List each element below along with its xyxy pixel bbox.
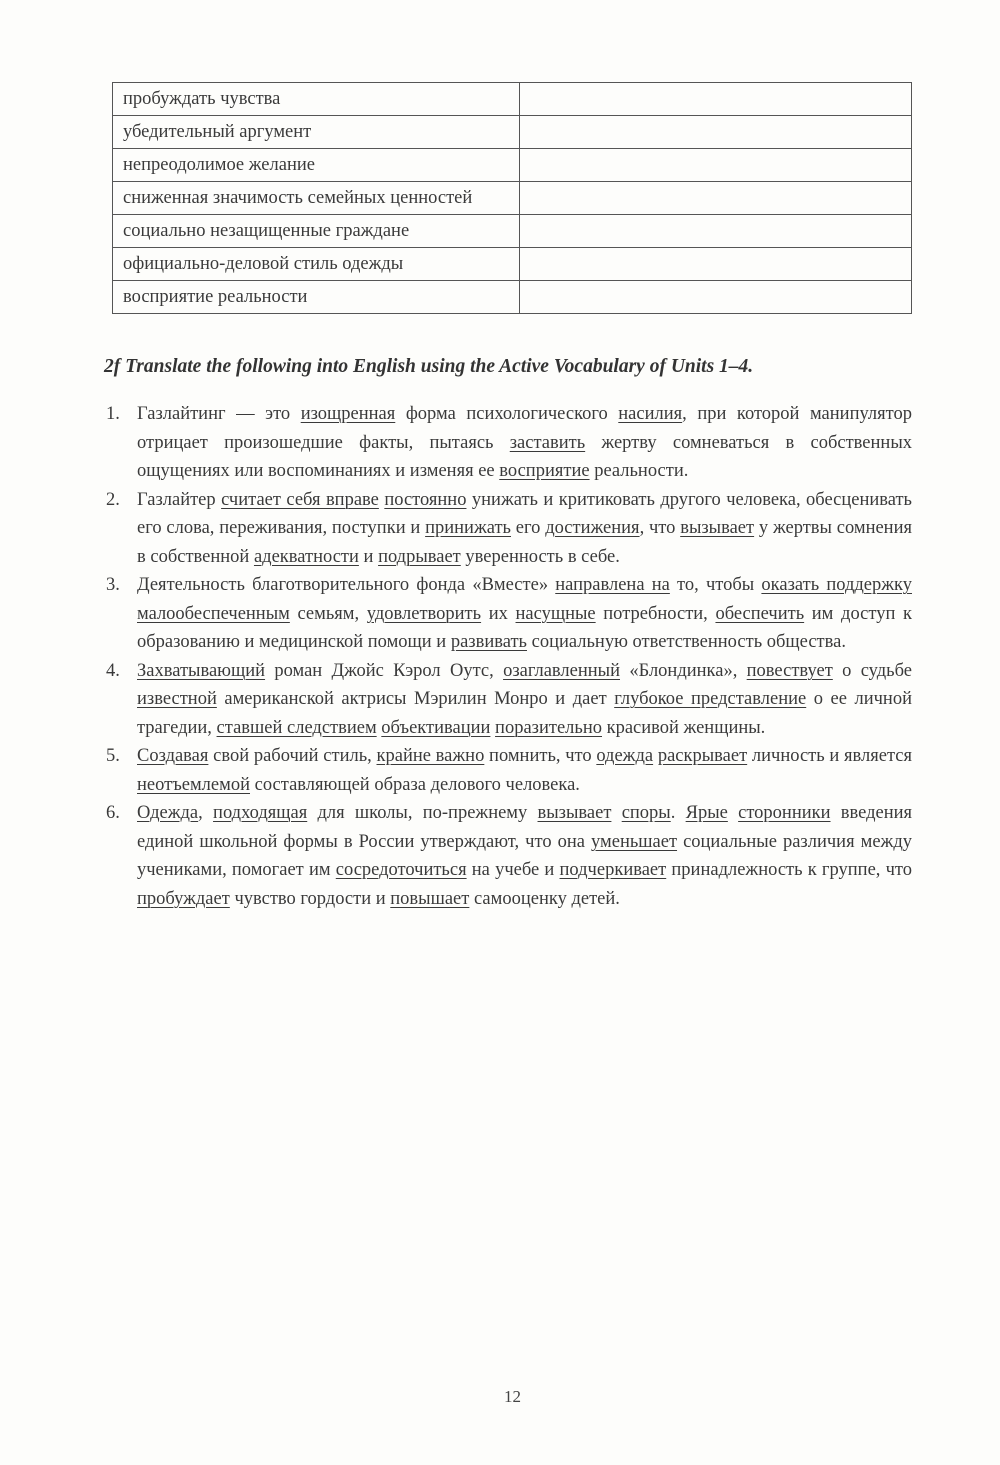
sentence-text: роман Джойс Кэрол Оутс, [265, 660, 504, 681]
sentence-text: у жертвы сомнения в собственной [137, 518, 912, 567]
vocab-row [113, 248, 912, 281]
sentence-text: , [198, 803, 214, 823]
sentence-text: «Блондинка», [620, 660, 747, 681]
sentence-text: , при которой манипулятор отрицает произошедшие факты, пытаясь [137, 404, 912, 453]
sentence-text: самооценку детей. [469, 888, 620, 909]
sentence-text: Газлайтинг — это [137, 404, 301, 424]
vocabulary-term: известной [137, 689, 217, 709]
vocabulary-term: оказать поддержку [761, 575, 912, 595]
vocab-english-answer-cell[interactable] [519, 83, 911, 116]
vocabulary-term: уменьшает [591, 831, 678, 852]
vocab-row [113, 116, 912, 149]
vocab-row [113, 83, 912, 116]
vocabulary-term: удовлетворить [366, 603, 482, 624]
sentence-text: социальные различия между учениками, помогает им [137, 831, 912, 880]
vocab-english-answer-cell[interactable] [519, 281, 911, 314]
vocabulary-term: Создавая [137, 746, 209, 766]
vocab-row [113, 182, 912, 215]
sentence-text: потребности, [595, 603, 716, 624]
vocab-russian-phrase: сниженная значимость семейных ценностей [113, 182, 520, 215]
vocab-english-answer-cell[interactable] [519, 149, 911, 182]
vocab-row [113, 149, 912, 182]
item-number: 6. [106, 803, 120, 823]
vocabulary-term: поразительно [495, 717, 602, 738]
translation-item [100, 571, 912, 657]
translation-item [100, 742, 912, 799]
vocabulary-term: вызывает [680, 518, 755, 538]
page-number: 12 [504, 1387, 521, 1406]
vocabulary-term: озаглавленный [503, 660, 620, 681]
sentence-text: социальную ответственность общества. [526, 632, 846, 652]
vocabulary-term: неотъемлемой [137, 774, 250, 795]
sentence-text: семьям, [289, 603, 367, 624]
exercise-heading: 2f Translate the following into English using the Active Vocabulary of Units 1–4. [104, 356, 754, 377]
vocab-russian-phrase: восприятие реальности [113, 281, 520, 314]
sentence-text: жертву сомневаться в собственных ощущениях или воспоминаниях и изменяя ее [137, 432, 912, 481]
sentence-text: то, чтобы [669, 575, 762, 595]
vocabulary-term: Захватывающий [137, 660, 266, 681]
vocabulary-term: постоянно [384, 489, 467, 510]
vocabulary-term: пробуждает [137, 888, 230, 909]
sentence-text: свой рабочий стиль, [208, 746, 377, 766]
item-number: 4. [106, 660, 120, 681]
vocabulary-term: глубокое представление [614, 689, 807, 709]
vocabulary-term: крайне важно [376, 746, 485, 766]
vocabulary-term: повествует [746, 660, 833, 681]
translation-item [100, 657, 912, 743]
vocabulary-term: сторонники [738, 803, 831, 823]
vocabulary-term: объективации [381, 717, 491, 738]
vocabulary-table [112, 82, 912, 314]
vocabulary-table-body [113, 83, 912, 314]
vocab-row [113, 281, 912, 314]
sentence-text: им доступ к образованию и медицинской помощи и [137, 603, 912, 652]
vocabulary-term: направлена на [555, 575, 670, 595]
vocabulary-term: сосредоточиться [335, 860, 467, 880]
vocabulary-term: развивать [450, 632, 527, 652]
vocabulary-term: вызывает [537, 803, 612, 823]
translation-item [100, 400, 912, 486]
item-number: 5. [106, 746, 120, 766]
vocabulary-term: заставить [509, 432, 586, 453]
translation-item [100, 799, 912, 913]
translation-task-list [100, 400, 912, 913]
vocabulary-term: восприятие [499, 461, 590, 481]
vocabulary-term: обеспечить [715, 603, 805, 624]
vocab-russian-phrase: убедительный аргумент [113, 116, 520, 149]
vocab-english-answer-cell[interactable] [519, 215, 911, 248]
sentence-text [728, 803, 738, 823]
vocabulary-term: ставшей следствием [216, 717, 377, 738]
vocabulary-term: малообеспеченным [137, 603, 290, 624]
sentence-text: и [358, 546, 379, 567]
sentence-text: Газлайтер [137, 489, 222, 510]
sentence-text [611, 803, 621, 823]
vocab-english-answer-cell[interactable] [519, 182, 911, 215]
sentence-text: уверенность в себе. [460, 546, 620, 567]
sentence-text: Деятельность благотворительного фонда «Вместе» [137, 575, 556, 595]
vocab-row [113, 215, 912, 248]
vocab-russian-phrase: официально-деловой стиль одежды [113, 248, 520, 281]
sentence-text: , что [639, 518, 681, 538]
vocabulary-term: одежда [596, 746, 654, 766]
vocab-english-answer-cell[interactable] [519, 248, 911, 281]
sentence-text: помнить, что [484, 746, 597, 766]
sentence-text: введения единой школьной формы в России утверждают, что она [137, 803, 913, 852]
sentence-text: для школы, по-прежнему [307, 803, 538, 823]
vocabulary-term: подрывает [378, 546, 461, 567]
vocabulary-term: адекватности [253, 546, 359, 567]
sentence-text: красивой женщины. [601, 717, 766, 738]
vocabulary-term: достижения [545, 518, 640, 538]
sentence-text: принадлежность к группе, что [666, 860, 912, 880]
vocabulary-term: считает себя вправе [221, 489, 379, 510]
sentence-text: их [481, 603, 516, 624]
vocabulary-term: насущные [515, 603, 596, 624]
sentence-text: чувство гордости и [229, 888, 391, 909]
sentence-text: его [511, 518, 546, 538]
sentence-text: форма психологического [395, 404, 619, 424]
translation-item [100, 486, 912, 572]
vocab-russian-phrase: непреодолимое желание [113, 149, 520, 182]
sentence-text: о судьбе [832, 660, 912, 681]
sentence-text: . [670, 803, 686, 823]
sentence-text: унижать и критиковать другого человека, обесценивать его слова, переживания, поступки и [137, 489, 912, 538]
vocab-russian-phrase: социально незащищенные граждане [113, 215, 520, 248]
vocabulary-term: подходящая [213, 803, 308, 823]
vocabulary-term: споры [621, 803, 671, 823]
vocab-russian-phrase: пробуждать чувства [113, 83, 520, 116]
vocabulary-term: подчеркивает [559, 860, 667, 880]
vocabulary-term: раскрывает [657, 746, 748, 766]
sentence-text: реальности. [589, 461, 689, 481]
sentence-text: на учебе и [466, 860, 560, 880]
vocabulary-term: повышает [390, 888, 470, 909]
sentence-text: личность и является [747, 746, 912, 766]
item-number: 1. [106, 404, 120, 424]
vocabulary-term: насилия [618, 404, 683, 424]
item-number: 3. [106, 575, 120, 595]
sentence-text: составляющей образа делового человека. [250, 774, 580, 795]
sentence-text: американской актрисы Мэрилин Монро и дает [216, 689, 615, 709]
vocabulary-term: принижать [425, 518, 511, 538]
vocabulary-term: Одежда [137, 803, 199, 823]
vocab-english-answer-cell[interactable] [519, 116, 911, 149]
item-number: 2. [106, 489, 120, 510]
vocabulary-term: Ярые [685, 803, 728, 823]
sentence-text: о ее личной трагедии, [137, 689, 912, 738]
vocabulary-term: изощренная [300, 404, 396, 424]
